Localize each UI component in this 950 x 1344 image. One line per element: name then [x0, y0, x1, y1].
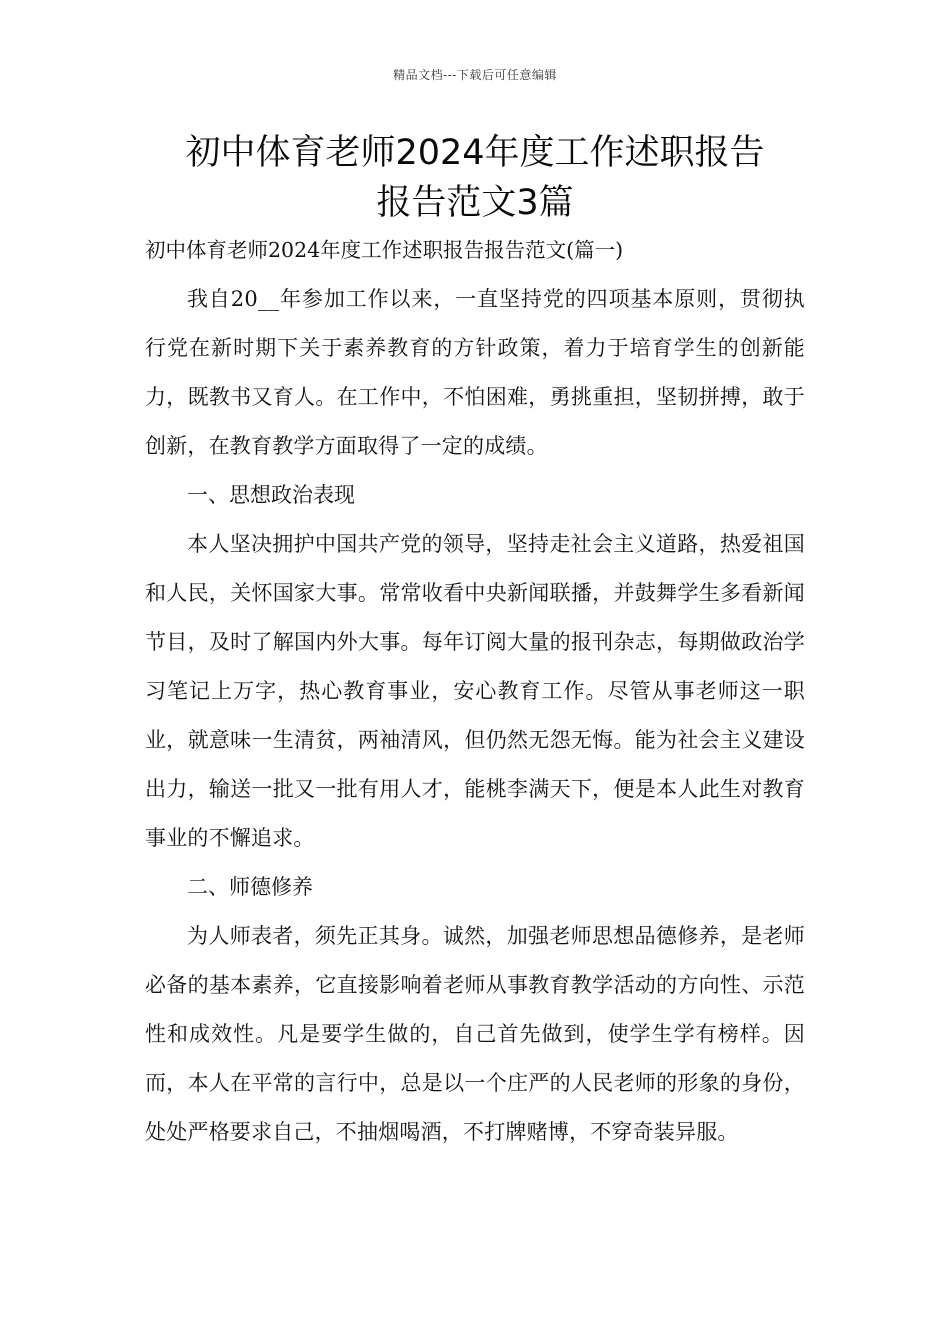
section-subtitle: 初中体育老师2024年度工作述职报告报告范文(篇一) [145, 238, 624, 262]
intro-paragraph: 我自20__年参加工作以来，一直坚持党的四项基本原则，贯彻执行党在新时期下关于素养教育的方针政策，着力于培育学生的创新能力，既教书又育人。在工作中，不怕困难，勇挑重担，坚韧拼搏，敢于创新，在教育教学方面取得了一定的成绩。 [145, 287, 805, 458]
header-note: 精品文档---下载后可任意编辑 [393, 68, 557, 82]
politics-paragraph: 本人坚决拥护中国共产党的领导，坚持走社会主义道路，热爱祖国和人民，关怀国家大事。常常收看中央新闻联播，并鼓舞学生多看新闻节目，及时了解国内外大事。每年订阅大量的报刊杂志，每期做政治学习笔记上万字，热心教育事业，安心教育工作。尽管从事老师这一职业，就意味一生清贫，两袖清风，但仍然无怨无悔。能为社会主义建设出力，输送一批又一批有用人才，能桃李满天下，便是本人此生对教育事业的不懈追求。 [145, 532, 805, 850]
title-line-2: 报告范文3篇 [376, 183, 574, 223]
section-heading-ethics: 二、师德修养 [187, 875, 313, 899]
document-body [145, 230, 805, 1157]
ethics-paragraph: 为人师表者，须先正其身。诚然，加强老师思想品德修养，是老师必备的基本素养，它直接影响着老师从事教育教学活动的方向性、示范性和成效性。凡是要学生做的，自己首先做到，使学生学有榜样。因而，本人在平常的言行中，总是以一个庄严的人民老师的形象的身份，处处严格要求自己，不抽烟喝酒，不打牌赌博，不穿奇装异服。 [145, 924, 805, 1144]
document-title [95, 128, 855, 228]
title-line-1: 初中体育老师2024年度工作述职报告 [185, 133, 765, 173]
section-heading-politics: 一、思想政治表现 [187, 483, 355, 507]
